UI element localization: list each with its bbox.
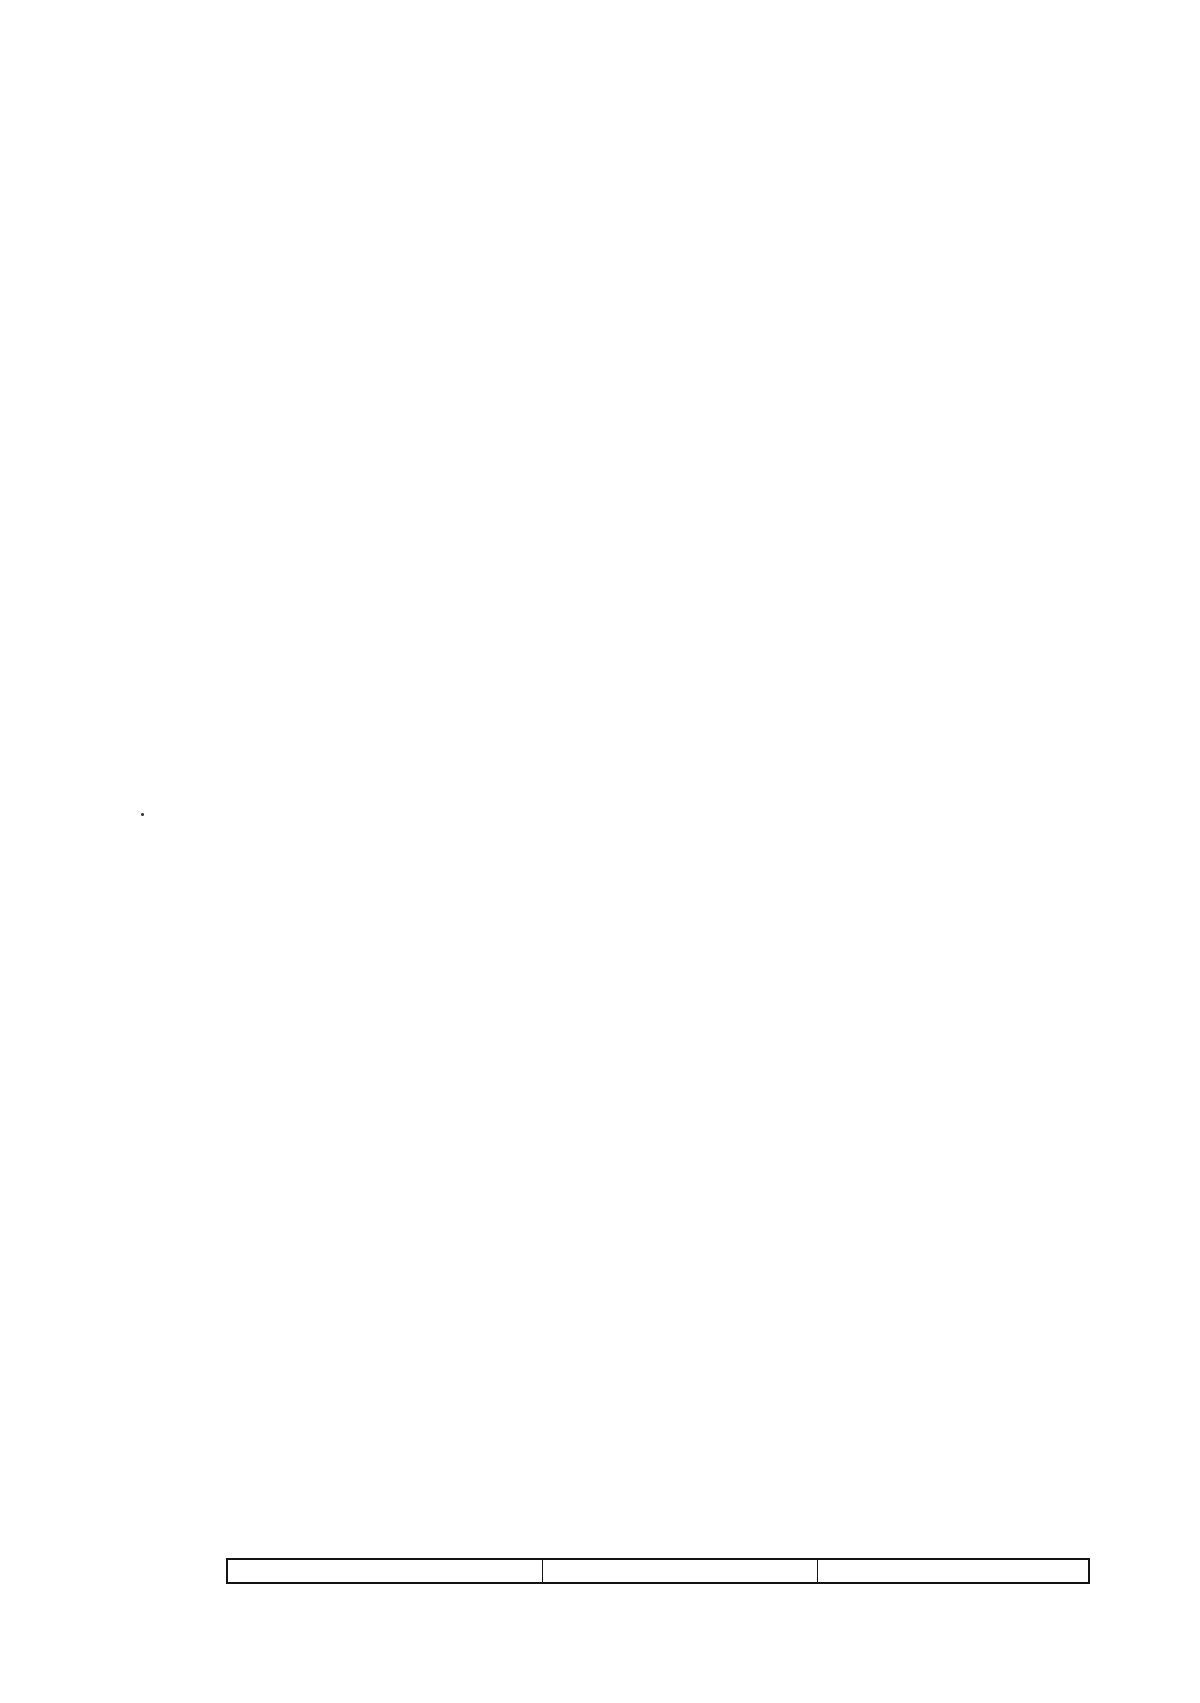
table-header-criteria (228, 1560, 543, 1582)
point-3-line-1 (0, 361, 1142, 393)
criteria-table-header (226, 1558, 1090, 1584)
blank-line (0, 108, 1200, 140)
document-body (0, 108, 1200, 487)
table-header-state-1 (543, 1560, 818, 1582)
point-3-line-2 (0, 392, 1200, 424)
section-monuments-heading (0, 234, 1200, 266)
point-4-line-2 (0, 456, 1200, 488)
section-utilities-heading (0, 266, 1200, 298)
point-4-line-1 (0, 424, 1142, 456)
section-interiors-heading (0, 140, 1200, 172)
section-territory-heading (0, 298, 1200, 330)
table-header-state-2 (818, 1560, 1088, 1582)
blank-line (0, 329, 1200, 361)
walls-line-2 (0, 203, 1200, 235)
walls-line-1 (0, 171, 1142, 203)
scan-speck (141, 813, 144, 816)
